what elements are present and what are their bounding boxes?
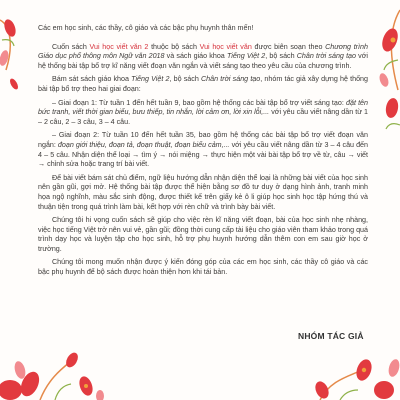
flower-cluster-bottom-left [0,340,110,400]
text-span: Cuốn sách [52,42,90,51]
paragraph-hope: Chúng tôi hi vọng cuốn sách sẽ giúp cho việc rèn kĩ năng viết đoạn, bài của học sinh nhẹ nhàng, việc học tiếng Việt trở nên vui vẻ, gần gũi; đồng thời cung cấp tài liệu cho giáo viên tham khảo trong quá trình dạy học và luyện tập cho học sinh, hỗ trợ phụ huynh hướng dẫn thêm con em sau giờ học ở trường. [38,216,368,253]
text-span: Bám sát sách giáo khoa [52,75,132,84]
series-title-highlight: Vui học viết văn [199,42,252,51]
text-span: với yêu cầu viết nâng dần từ 3 – 4 câu đến 4 – 5 câu. Nhận diện thể loại → tìm ý → nói miệng → thực hiện một vài bài tập bổ trợ về từ, câu → viết → chỉnh sửa hoặc trang trí bài viết. [38,140,368,169]
text-span: với yêu cầu viết nâng dần từ 1 – 2 câu, 2 – 3 câu, 3 – 4 câu. [38,108,368,126]
text-span: được biên soạn theo [251,42,326,51]
textbook-name: Tiếng Việt 2 [226,52,266,61]
text-span: thuộc bộ sách [148,42,200,51]
paragraph-feedback: Chúng tôi mong muốn nhận được ý kiến đóng góp của các em học sinh, các thầy cô giáo và các bậc phụ huynh để bộ sách được hoàn thiện hơn khi tái bản. [38,258,368,277]
textbook-series-name: Chân trời sáng tạo [296,52,356,61]
curriculum-name: Chương trình Giáo dục phổ thông môn Ngữ văn 2018 [38,42,368,61]
textbook-name: Tiếng Việt 2 [131,75,170,84]
textbook-series-name: Chân trời sáng tạo [200,75,261,84]
text-span: và sách giáo khoa [164,52,227,61]
text-span: , bộ sách [265,52,297,61]
preface-text [38,24,368,282]
phase-2-exercises: đoạn giới thiệu, đoạn tả, đoạn thuật, đoạn biểu cảm,... [57,140,230,149]
paragraph-phase-1 [38,99,368,128]
greeting: Các em học sinh, các thầy, cô giáo và các bậc phụ huynh thân mến! [38,24,254,32]
paragraph-intro [38,43,368,72]
author-signature: NHÓM TÁC GIẢ [298,331,364,341]
text-span: – Giai đoạn 1: Từ tuần 1 đến hết tuần 9, bao gồm hệ thống các bài tập bổ trợ viết sáng tạo: [52,98,346,107]
book-title-highlight: Vui học viết văn 2 [89,42,149,51]
text-span: , bộ sách [169,75,201,84]
paragraph-approach: Để bài viết bám sát chủ điểm, ngữ liệu hướng dẫn nhận diện thể loại là những bài viết của học sinh nên gần gũi, gợi mở. Hệ thống bài tập được thể hiện bằng sơ đồ tư duy ở dạng hình ảnh, tranh minh họa ngộ nghĩnh, màu sắc sinh động, được thiết kế trên giấy kẻ ô li giúp học sinh học tập hứng thú và thuận tiện trong quá trình làm bài, kết hợp với rèn chữ và trình bày bài viết. [38,173,368,211]
text-span: với hệ thống bài tập bổ trợ kĩ năng viết đoạn văn ngắn và viết sáng tạo theo yêu cầu của chương trình. [38,52,369,70]
text-span: – Giai đoạn 2: Từ tuần 10 đến hết tuần 35, bao gồm hệ thống các bài tập bổ trợ viết đoạn văn ngắn: [38,131,368,149]
flower-cluster-top-left [0,0,40,110]
text-span: , nhóm tác giả xây dựng hệ thống bài tập bổ trợ theo hai giai đoạn: [38,75,368,93]
phase-1-exercises: đặt tên bức tranh, viết thời gian biểu, bưu thiếp, tin nhắn, lời cảm ơn, lời xin lỗi,... [38,98,368,117]
flower-cluster-bottom-right [300,340,400,400]
paragraph-phase-2 [38,131,368,169]
paragraph-structure [38,75,368,94]
